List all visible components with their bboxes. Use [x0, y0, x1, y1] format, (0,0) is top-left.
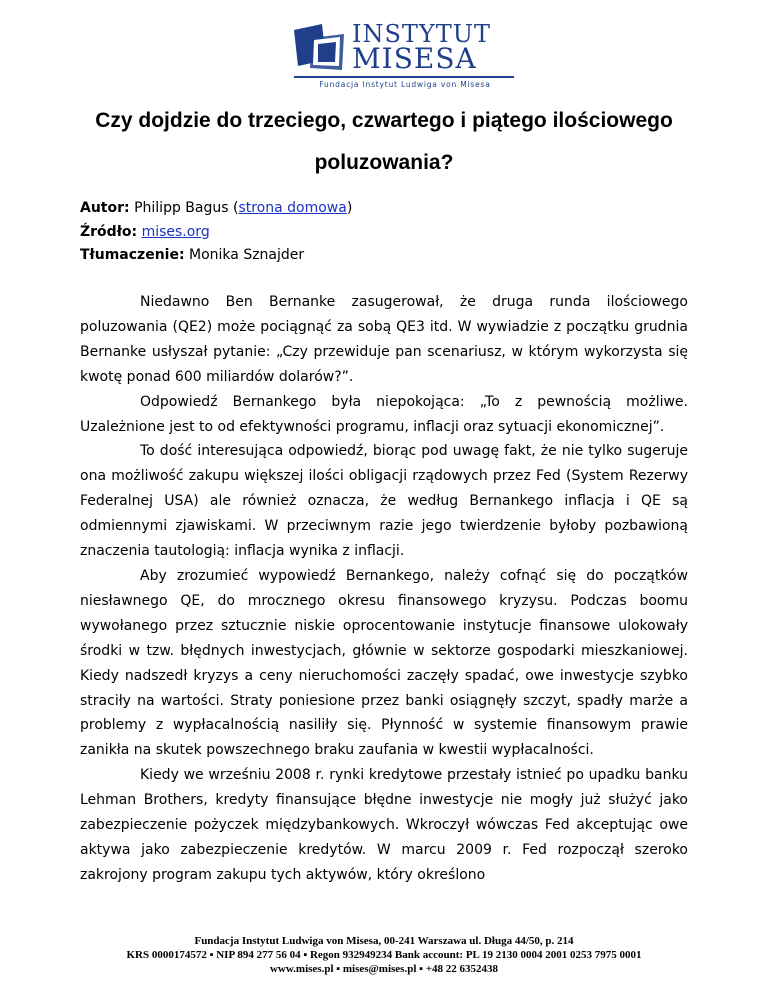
author-name: Philipp Bagus ( [134, 200, 239, 216]
paragraph: Niedawno Ben Bernanke zasugerował, że druga runda ilościowego poluzowania (QE2) może pociągnąć za sobą QE3 itd. W wywiadzie z początku grudnia Bernanke usłyszał pytanie: „Czy przewiduje pan scenariusz, w którym wykorzysta się kwotę ponad 600 miliardów dolarów?”. [80, 294, 688, 385]
paragraph: Odpowiedź Bernankego była niepokojąca: „To z pewnością możliwe. Uzależnione jest to od efektywności programu, inflacji oraz sytuacji ekonomicznej”. [80, 393, 688, 435]
institute-logo [288, 14, 520, 92]
paragraph: Kiedy we wrześniu 2008 r. rynki kredytowe przestały istnieć po upadku banku Lehman Brothers, kredyty finansujące błędne inwestycje nie mogły już służyć jako zabezpieczenie pożyczek międzybankowych. Wkroczył wówczas Fed akceptując owe aktywa jako zabezpieczenie kredytów. W marcu 2009 r. Fed rozpoczął szeroko zakrojony program zakupu tych aktywów, który określono [80, 767, 688, 883]
footer-contact: www.mises.pl ▪ mises@mises.pl ▪ +48 22 6352438 [269, 963, 499, 975]
source-line [80, 222, 210, 242]
source-link[interactable]: mises.org [141, 224, 210, 240]
logo-divider [294, 76, 514, 78]
document-title: Czy dojdzie do trzeciego, czwartego i piątego ilościowego poluzowania? [95, 109, 673, 174]
logo-bottom-text: MISESA [352, 42, 477, 75]
logo-mark-icon [288, 20, 348, 72]
source-label: Źródło: [80, 224, 138, 240]
paragraph: To dość interesująca odpowiedź, biorąc pod uwagę fakt, że nie tylko sugeruje ona możliwość zakupu większej ilości obligacji rządowych przez Fed (System Rezerwy Federalnej USA) ale również oznacza, że według Bernankego inflacja i QE są odmiennymi zjawiskami. W przeciwnym razie jego twierdzenie byłoby pozbawioną znaczenia tautologią: inflacja wynika z inflacji. [80, 443, 688, 560]
author-line [80, 198, 352, 218]
logo-subtitle: Fundacja Instytut Ludwiga von Misesa [319, 80, 491, 89]
author-label: Autor: [80, 200, 130, 216]
author-homepage-link[interactable]: strona domowa [238, 200, 347, 216]
page-footer [40, 934, 728, 976]
article-body [80, 290, 688, 888]
footer-registry: KRS 0000174572 ▪ NIP 894 277 56 04 ▪ Regon 932949234 Bank account: PL 19 2130 0004 2001 0253 7975 0001 [126, 949, 642, 961]
footer-address: Fundacja Instytut Ludwiga von Misesa, 00-241 Warszawa ul. Długa 44/50, p. 214 [194, 935, 574, 947]
translation-label: Tłumaczenie: [80, 247, 185, 263]
author-close-paren: ) [346, 200, 353, 216]
paragraph: Aby zrozumieć wypowiedź Bernankego, należy cofnąć się do początków niesławnego QE, do mrocznego okresu finansowego kryzysu. Podczas boomu wywołanego przez sztucznie niskie oprocentowanie instytucje finansowe ulokowały środki w tzw. błędnych inwestycjach, głównie w sektorze gospodarki mieszkaniowej. Kiedy nadszedł kryzys a ceny nieruchomości zaczęły spadać, owe inwestycje szybko straciły na wartości. Straty poniesione przez banki osiągnęły szczyt, spadły marże a problemy z wypłacalnością nasiliły się. Płynność w systemie finansowym prawie zanikła na skutek powszechnego braku zaufania w kwestii wypłacalności. [80, 567, 688, 759]
logo-top-text: INSTYTUT [352, 20, 492, 48]
translator-name: Monika Sznajder [189, 247, 305, 263]
translation-line [80, 245, 304, 265]
